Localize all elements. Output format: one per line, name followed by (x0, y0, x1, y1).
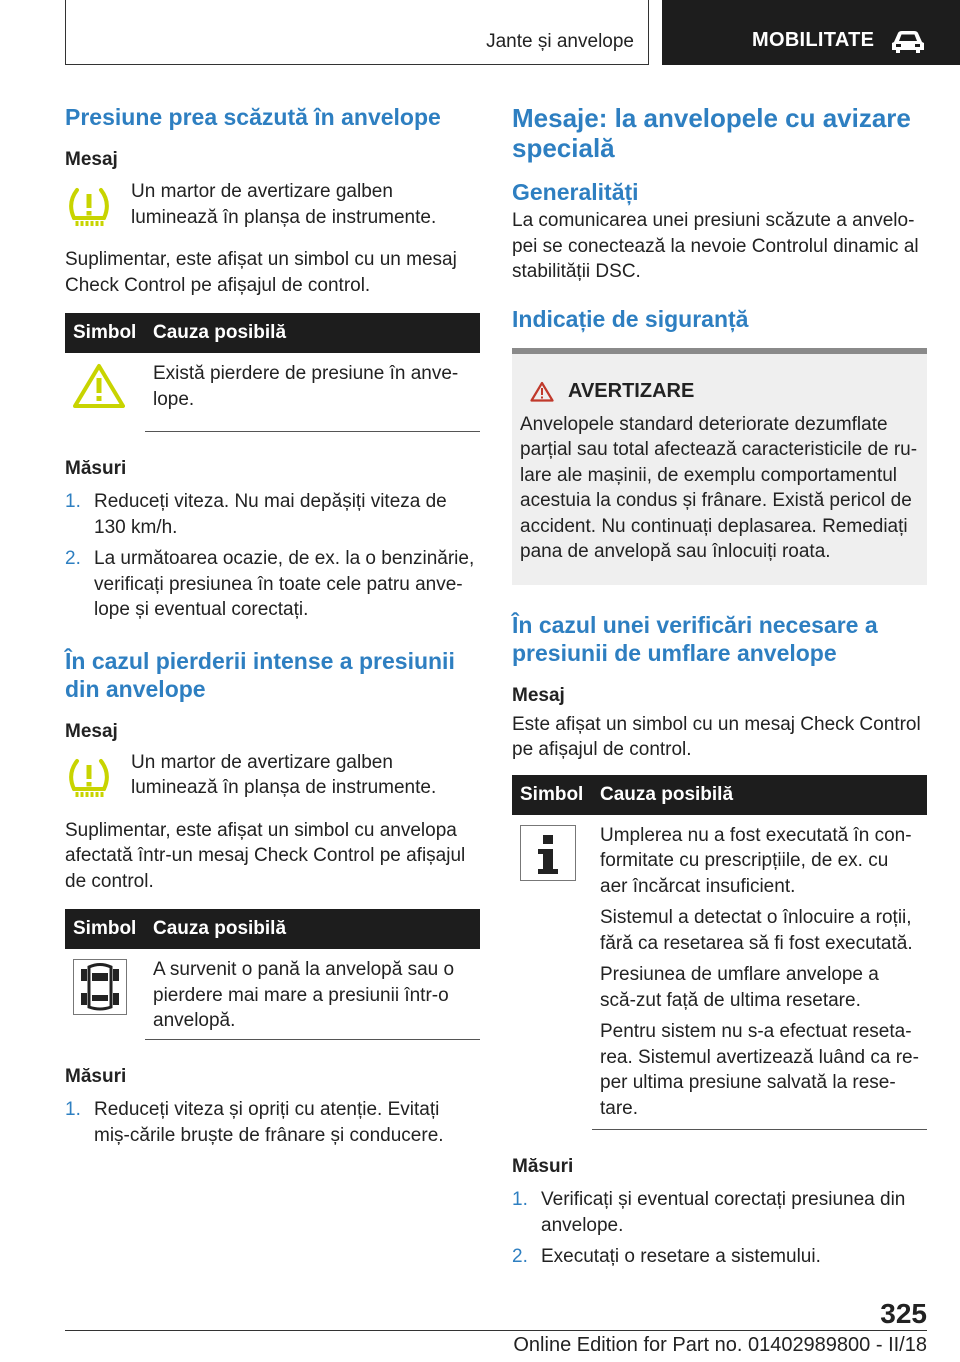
table-row (65, 949, 480, 1039)
th-cause: Cauza posibilă (145, 313, 480, 353)
warning-box (512, 348, 927, 585)
cause-text: Umplerea nu a fost executată în con-formitate cu prescripțiile, de ex. cu aer încărcat insuficient. (600, 824, 912, 897)
th-cause: Cauza posibilă (592, 775, 927, 815)
left-column (65, 103, 480, 1148)
actions-label: Măsuri (65, 458, 127, 479)
section-heading-intense-loss: În cazul pierderii intense a presiunii din anvelope (65, 647, 455, 702)
message-label: Mesaj (65, 149, 118, 170)
actions-list (65, 489, 480, 623)
divider (145, 1039, 480, 1040)
cause-text: Presiunea de umflare anvelope a scă-zut față de ultima resetare. (600, 964, 879, 1011)
right-column (512, 103, 927, 1270)
tire-pressure-warning-icon (65, 758, 113, 800)
tire-pressure-warning-icon (65, 187, 113, 229)
car-icon (890, 28, 926, 54)
symbol-table (65, 909, 480, 1039)
cause-text: A survenit o pană la anvelopă sau o pierdere mai mare a presiunii într-o anvelopă. (153, 959, 455, 1031)
header-category-bar (662, 0, 960, 65)
table-row (65, 353, 480, 431)
th-symbol: Simbol (65, 909, 145, 949)
cause-text: Pentru sistem nu s-a efectuat reseta-rea. Sistemul avertizează luând ca re-per ultima presiune salvată la rese-tare. (600, 1021, 919, 1119)
section-heading-low-pressure: Presiune prea scăzută în anvelope (65, 104, 441, 130)
actions-label: Măsuri (65, 1066, 127, 1087)
section-heading-special-tires: Mesaje: la anvelopele cu avizare specială (512, 103, 911, 163)
warning-title-row (520, 380, 919, 403)
actions-label: Măsuri (512, 1156, 574, 1177)
section-heading-pressure-check: În cazul unei verificări necesare a presiunii de umflare anvelope (512, 611, 878, 666)
info-icon (520, 825, 576, 881)
warning-triangle-icon (530, 381, 554, 402)
message-label: Mesaj (65, 720, 118, 742)
message-row (65, 750, 480, 805)
additional-info: Suplimentar, este afișat un simbol cu un mesaj Check Control pe afișajul de control. (65, 249, 457, 296)
actions-list (512, 1187, 927, 1270)
footer-divider (65, 1330, 927, 1331)
symbol-table (512, 775, 927, 1130)
symbol-table (65, 313, 480, 431)
header-section-title: Jante și anvelope (486, 31, 634, 52)
list-item: 1. Reduceți viteza și opriți cu atenție. Evitați miș-cările bruște de frânare și conducere. (65, 1099, 444, 1146)
message-row (65, 179, 480, 234)
footer-edition: Online Edition for Part no. 01402989800 - II/18 (513, 1334, 927, 1356)
page-number: 325 (880, 1298, 927, 1329)
cause-list (592, 815, 927, 1130)
actions-list (65, 1097, 480, 1148)
flat-tire-vehicle-icon (73, 959, 127, 1015)
list-item: 2. Executați o resetare a sistemului. (512, 1246, 821, 1267)
general-text: La comunicarea unei presiuni scăzute a anvelo-pei se conectează la nevoie Controlul dinamic al stabilității DSC. (512, 210, 919, 282)
subheading-safety: Indicație de siguranță (512, 305, 749, 332)
list-item: 1. Reduceți viteza. Nu mai depășiți viteza de 130 km/h. (65, 491, 447, 538)
message-label: Mesaj (512, 684, 565, 706)
header-section-box (65, 0, 649, 65)
subheading-general: Generalități (512, 179, 639, 205)
additional-info: Suplimentar, este afișat un simbol cu anvelopa afectată într-un mesaj Check Control pe afișajul de control. (65, 819, 466, 892)
divider (145, 431, 480, 432)
warning-text: Anvelopele standard deteriorate dezumflate parțial sau total afectează caracteristicile de ru-lare ale mașinii, de exemplu comportamentul acestuia la condus și frânare. Există pericol de accident. Nu continuați deplasarea. Remediați pana de anvelopă sau înlocuiți roata. (520, 413, 918, 562)
warning-title: AVERTIZARE (568, 379, 695, 402)
cause-text: Există pierdere de presiune în anve-lope. (153, 363, 459, 410)
th-cause: Cauza posibilă (145, 909, 480, 949)
header-category: MOBILITATE (752, 29, 875, 51)
message-text: Un martor de avertizare galben luminează în planșa de instrumente. (131, 751, 437, 798)
table-row (512, 815, 927, 1130)
message-text: Un martor de avertizare galben luminează în planșa de instrumente. (131, 181, 437, 228)
cause-text: Sistemul a detectat o înlocuire a roții, fără ca resetarea să fi fost executată. (600, 907, 913, 954)
th-symbol: Simbol (512, 775, 592, 815)
divider (592, 1129, 927, 1130)
th-symbol: Simbol (65, 313, 145, 353)
list-item: 1. Verificați și eventual corectați presiunea din anvelope. (512, 1189, 906, 1236)
list-item: 2. La următoarea ocazie, de ex. la o benzinărie, verificați presiunea în toate cele patru anve-lope și eventual corectați. (65, 548, 475, 620)
warning-triangle-icon (73, 363, 125, 409)
message-text: Este afișat un simbol cu un mesaj Check Control pe afișajul de control. (512, 713, 921, 760)
